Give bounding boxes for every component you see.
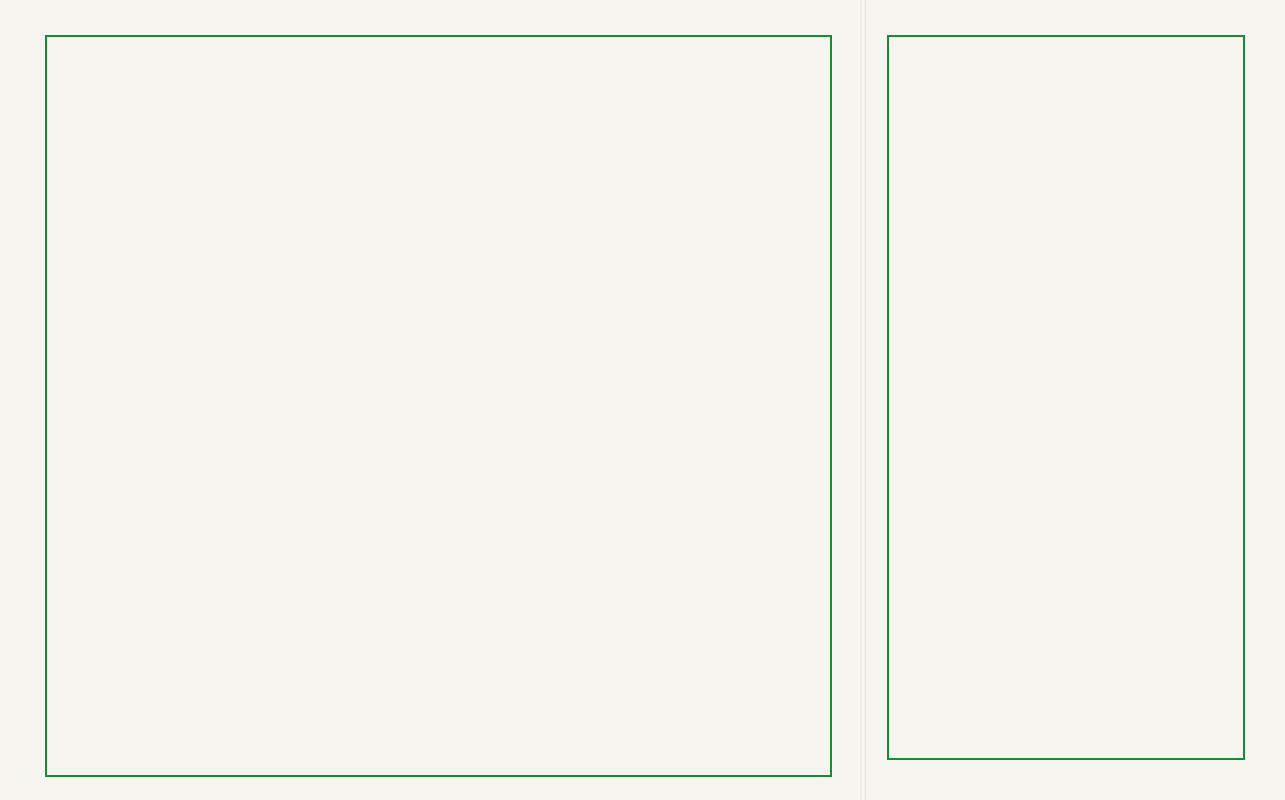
timetable-panel [45, 35, 832, 777]
page-fold [860, 0, 866, 800]
cheap-tickets-panel [887, 35, 1245, 760]
